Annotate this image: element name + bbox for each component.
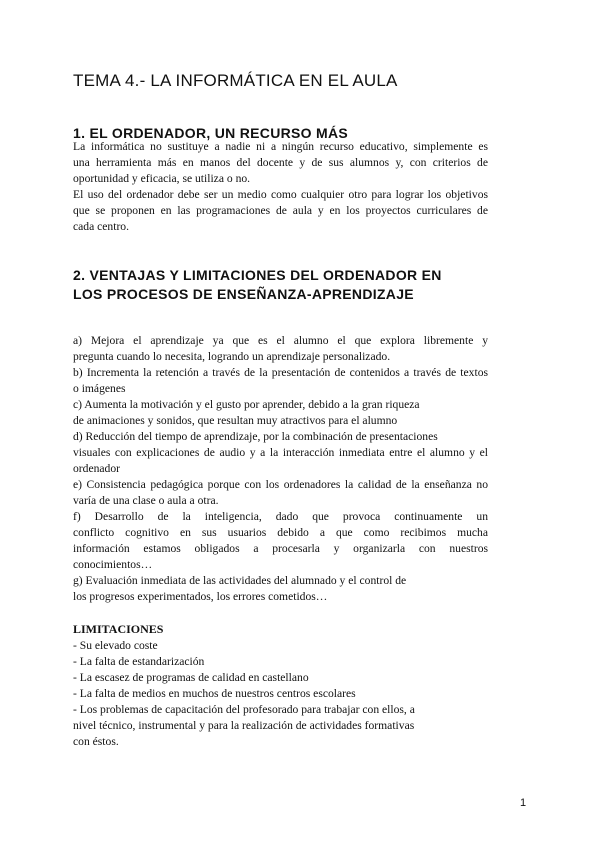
section2-heading	[73, 266, 442, 304]
limitations-heading: LIMITACIONES	[73, 622, 164, 636]
section1-body	[73, 139, 488, 235]
section1-line: La informática no sustituye a nadie ni a ningún recurso educativo, simplemente es	[73, 140, 488, 153]
section2-heading-line2: LOS PROCESOS DE ENSEÑANZA-APRENDIZAJE	[73, 286, 414, 302]
advantage-line: pregunta cuando lo necesita, logrando un aprendizaje personalizado.	[73, 350, 391, 363]
advantage-line: o imágenes	[73, 382, 126, 395]
advantage-line: conflicto cognitivo en sus usuarios debido a que como recibimos mucha	[73, 526, 488, 539]
advantage-line: c) Aumenta la motivación y el gusto por aprender, debido a la gran riqueza	[73, 398, 420, 411]
limitation-item: nivel técnico, instrumental y para la realización de actividades formativas	[73, 719, 415, 732]
advantage-line: f) Desarrollo de la inteligencia, dado que provoca continuamente un	[73, 510, 488, 523]
advantage-line: de animaciones y sonidos, que resultan muy atractivos para el alumno	[73, 414, 398, 427]
section2-body	[73, 333, 488, 605]
advantage-line: los progresos experimentados, los errores cometidos…	[73, 590, 328, 603]
advantage-line: visuales con explicaciones de audio y a la interacción inmediata entre el alumno y el	[73, 446, 488, 459]
advantage-line: a) Mejora el aprendizaje ya que es el alumno el que explora libremente y	[73, 334, 488, 347]
section1-line: cada centro.	[73, 220, 129, 233]
limitation-item: con éstos.	[73, 735, 119, 748]
advantage-line: información estamos obligados a procesarla y organizarla con nuestros	[73, 542, 488, 555]
limitation-item: - Su elevado coste	[73, 639, 158, 652]
advantage-line: b) Incrementa la retención a través de la presentación de contenidos a través de textos	[73, 366, 488, 379]
section1-line: oportunidad y eficacia, se utiliza o no.	[73, 172, 251, 185]
advantage-line: varía de una clase o aula a otra.	[73, 494, 219, 507]
limitation-item: - La falta de estandarización	[73, 655, 205, 668]
page-number: 1	[520, 797, 527, 809]
section1-line: El uso del ordenador debe ser un medio como cualquier otro para lograr los objetivos	[73, 188, 488, 201]
advantage-line: ordenador	[73, 462, 120, 475]
limitation-item: - La falta de medios en muchos de nuestros centros escolares	[73, 687, 356, 700]
section1-heading: 1. EL ORDENADOR, UN RECURSO MÁS	[73, 125, 349, 141]
advantage-line: conocimientos…	[73, 558, 153, 571]
advantage-line: d) Reducción del tiempo de aprendizaje, por la combinación de presentaciones	[73, 430, 438, 443]
section1-line: una herramienta más en manos del docente y de sus alumnos y, con criterios de	[73, 156, 488, 169]
advantage-line: g) Evaluación inmediata de las actividades del alumnado y el control de	[73, 574, 407, 587]
section2-heading-line1: 2. VENTAJAS Y LIMITACIONES DEL ORDENADOR EN	[73, 267, 442, 283]
section1-line: que se proponen en las programaciones de aula y en los proyectos curriculares de	[73, 204, 488, 217]
document-title: TEMA 4.- LA INFORMÁTICA EN EL AULA	[73, 71, 398, 90]
advantage-line: e) Consistencia pedagógica porque con los ordenadores la calidad de la enseñanza no	[73, 478, 488, 491]
limitations-list	[73, 638, 488, 750]
limitation-item: - Los problemas de capacitación del profesorado para trabajar con ellos, a	[73, 703, 415, 716]
limitation-item: - La escasez de programas de calidad en castellano	[73, 671, 309, 684]
